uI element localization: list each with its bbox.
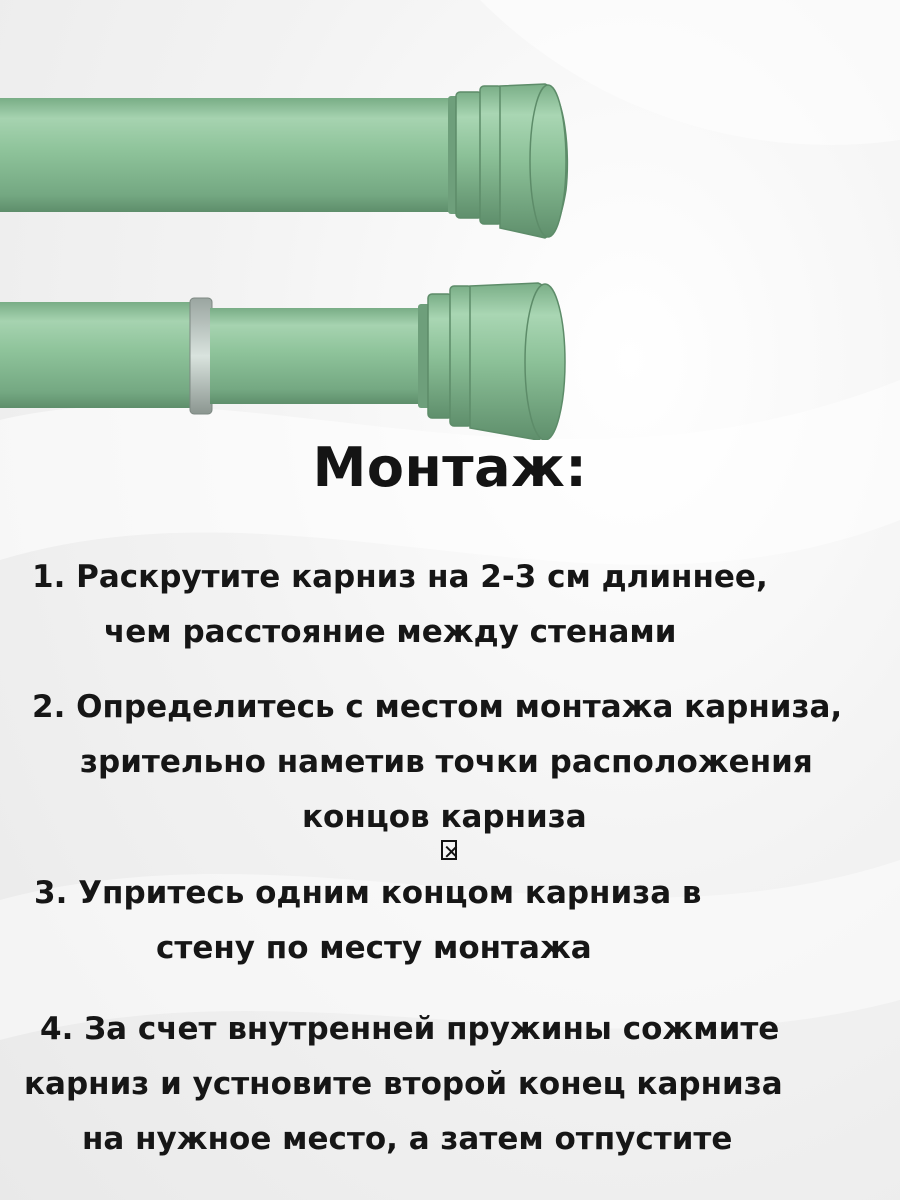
step-2	[0, 680, 900, 845]
step-4-line-2: карниз и устновите второй конец карниза	[24, 1066, 783, 1102]
cross-mark-icon: ✕	[443, 840, 460, 864]
step-1-line-2: чем расстояние между стенами	[104, 614, 677, 650]
step-2-line-3: концов карниза	[302, 799, 587, 835]
top-rod	[0, 84, 567, 238]
step-1-line-1: 1. Раскрутите карниз на 2-3 см длиннее,	[32, 559, 768, 595]
step-3-line-2: стену по месту монтажа	[156, 930, 592, 966]
step-2-line-1: 2. Определитесь с местом монтажа карниза,	[32, 689, 843, 725]
step-3	[0, 866, 900, 976]
page-title: Монтаж:	[312, 436, 588, 499]
step-3-line-1: 3. Упритесь одним концом карниза в	[34, 875, 702, 911]
bottom-rod	[0, 283, 565, 440]
curtain-rod-illustration	[0, 0, 900, 440]
step-4-line-1: 4. За счет внутренней пружины сожмите	[40, 1011, 780, 1047]
step-4-line-3: на нужное место, а затем отпустите	[82, 1121, 733, 1157]
step-1	[0, 550, 900, 660]
step-4	[0, 1002, 900, 1167]
step-2-line-2: зрительно наметив точки расположения	[80, 744, 813, 780]
